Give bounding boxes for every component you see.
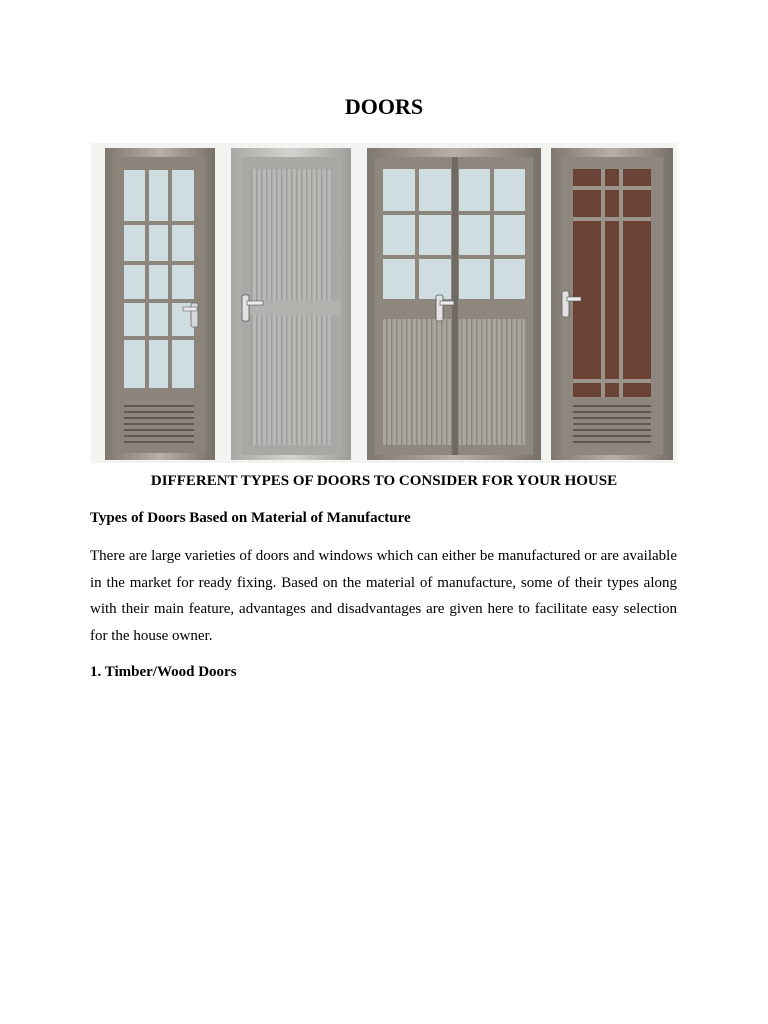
page-title: DOORS <box>344 94 424 119</box>
door-4-brown-panel <box>551 148 673 460</box>
intro-paragraph: There are large varieties of doors and windows which can either be manufactured or are available in the market for ready fixing. Based on the material of manufacture, some of their types along with their main feature, advantages and disadvantages are given here to facilitate easy selection for the house owner. <box>90 548 677 644</box>
door-1-glass-grid <box>105 148 215 460</box>
door-3-double <box>367 148 541 460</box>
door-2-aluminium <box>231 148 351 460</box>
doors-image <box>91 143 677 463</box>
section-subheading: Types of Doors Based on Material of Manufacture <box>90 510 411 526</box>
section-heading-1: 1. Timber/Wood Doors <box>90 664 237 680</box>
image-caption: DIFFERENT TYPES OF DOORS TO CONSIDER FOR YOUR HOUSE <box>150 473 618 489</box>
